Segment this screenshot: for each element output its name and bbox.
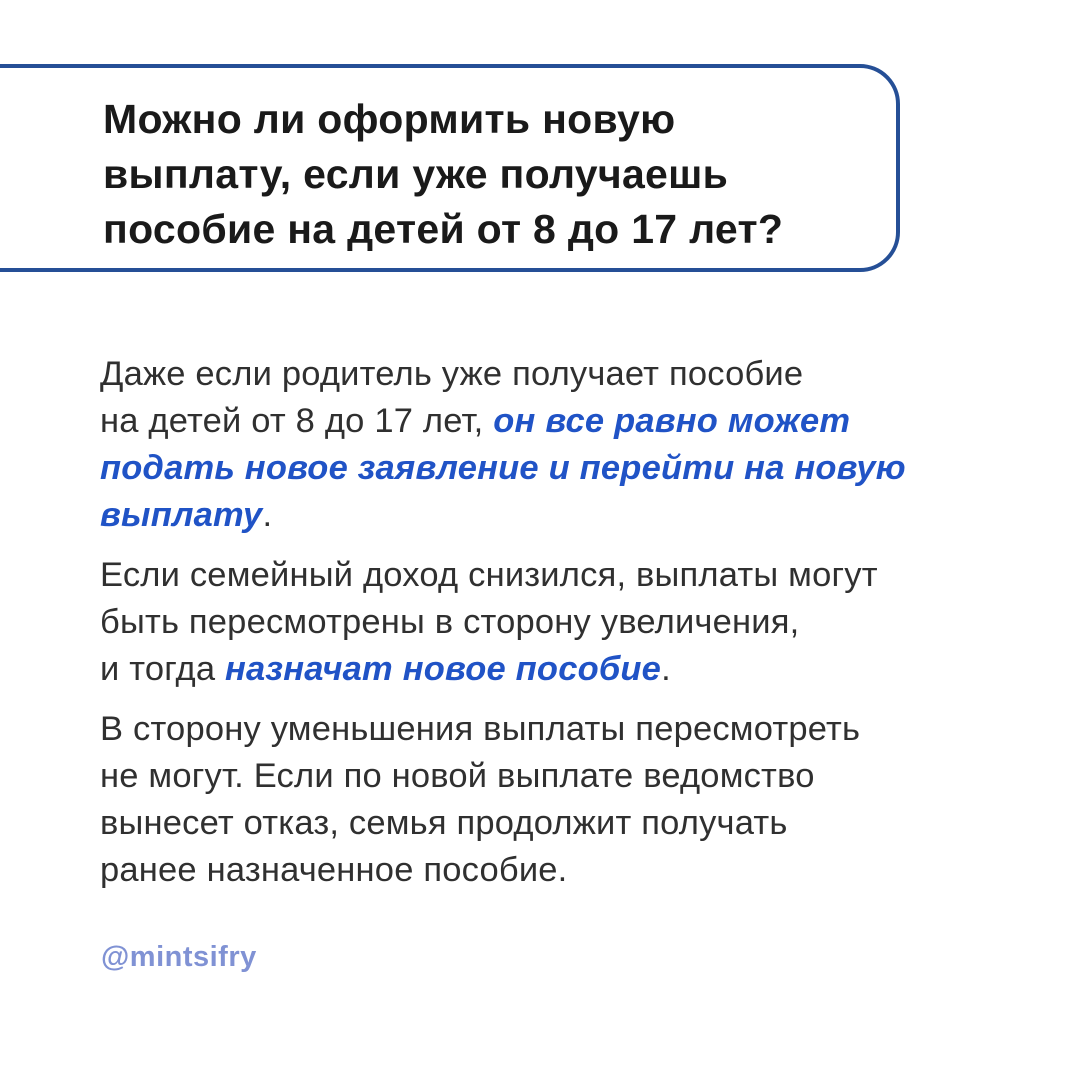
text-segment: не могут. Если по новой выплате ведомство: [100, 757, 815, 795]
text-line: [100, 492, 1010, 539]
text-segment: на детей от 8 до 17 лет,: [100, 402, 494, 440]
title-line-3: пособие на детей от 8 до 17 лет?: [103, 206, 784, 252]
title-line-2: выплату, если уже получаешь: [103, 151, 729, 197]
text-segment: .: [661, 650, 671, 688]
paragraph-3: [100, 706, 1010, 894]
page-title: [103, 92, 783, 257]
text-segment: .: [262, 496, 273, 534]
text-line: [100, 847, 1010, 894]
text-line: [100, 351, 1010, 398]
accent-text: назначат новое пособие: [225, 650, 662, 688]
text-segment: ранее назначенное пособие.: [100, 851, 568, 889]
paragraph-2: [100, 552, 1010, 693]
accent-text: он все равно может: [493, 402, 851, 440]
text-line: [100, 599, 1010, 646]
text-line: [100, 552, 1010, 599]
text-segment: Даже если родитель уже получает пособие: [100, 355, 804, 393]
text-line: [100, 646, 1010, 693]
accent-text: выплату: [100, 496, 263, 534]
text-segment: вынесет отказ, семья продолжит получать: [100, 804, 788, 842]
paragraph-1: [100, 351, 1010, 539]
text-segment: и тогда: [100, 650, 225, 688]
accent-text: подать новое заявление и перейти на новую: [100, 449, 906, 487]
text-line: [100, 445, 1010, 492]
text-segment: быть пересмотрены в сторону увеличения,: [100, 603, 800, 641]
title-line-1: Можно ли оформить новую: [103, 96, 676, 142]
text-line: [100, 398, 1010, 445]
account-handle: @mintsifry: [101, 941, 257, 973]
answer-text: [100, 351, 1010, 907]
text-segment: Если семейный доход снизился, выплаты могут: [100, 556, 878, 594]
text-line: [100, 706, 1010, 753]
text-line: [100, 800, 1010, 847]
text-segment: В сторону уменьшения выплаты пересмотреть: [100, 710, 861, 748]
text-line: [100, 753, 1010, 800]
